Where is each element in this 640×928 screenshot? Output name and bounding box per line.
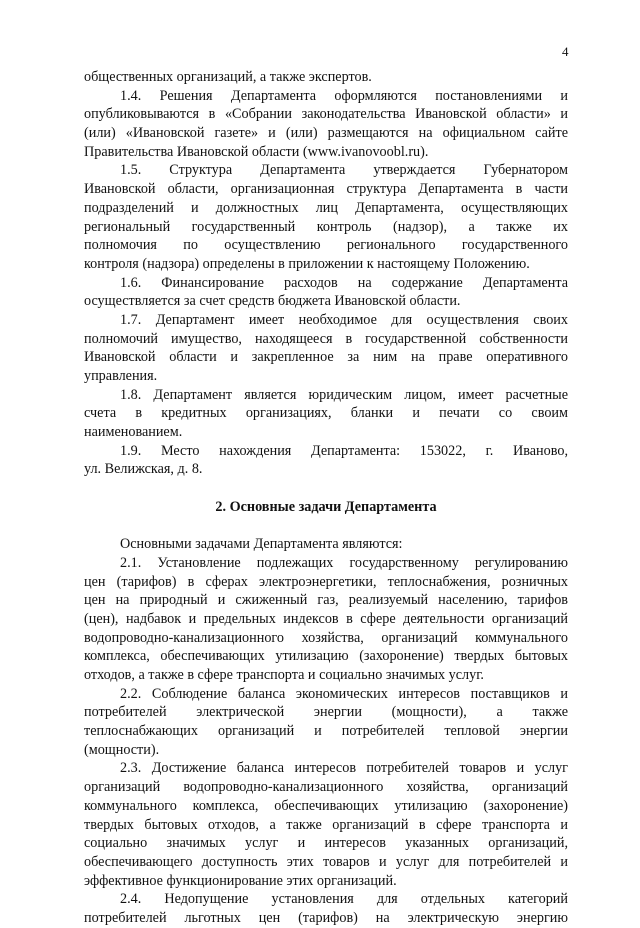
text-line: цен (тарифов) в сферах электроэнергетики, теплоснабжения, розничных <box>84 573 568 590</box>
text-line: 1.7. Департамент имеет необходимое для осуществления своих <box>120 311 568 328</box>
text-line: ул. Велижская, д. 8. <box>84 461 203 478</box>
text-line: социально значимых услуг и интересов указанных организаций, <box>84 835 568 852</box>
text-line: отходов, а также в сфере транспорта и социально значимых услуг. <box>84 667 484 683</box>
text-line: Ивановской области, организационная структура Департамента в части <box>84 181 568 198</box>
text-line: полномочий имущество, находящееся в государственной собственности <box>84 330 568 347</box>
text-line: 1.9. Место нахождения Департамента: 153022, г. Иваново, <box>120 442 568 459</box>
text-line: счета в кредитных организациях, бланки и печати со своим <box>84 405 568 422</box>
section-2-body <box>84 535 568 927</box>
text-line: контроля (надзора) определены в приложении к настоящему Положению. <box>84 255 530 272</box>
text-line: Ивановской области и закрепленное за ним на праве оперативного <box>84 349 568 366</box>
text-line: 1.8. Департамент является юридическим лицом, имеет расчетные <box>120 386 568 403</box>
text-line: Основными задачами Департамента являются: <box>120 536 403 553</box>
text-line: эффективное функционирование этих организаций. <box>84 872 397 889</box>
text-line: управления. <box>84 368 158 384</box>
text-line: комплекса, обеспечивающих утилизацию (захоронение) твердых бытовых <box>84 648 568 665</box>
text-line: потребителей электрической энергии (мощности), а также <box>84 704 568 721</box>
text-line: теплоснабжающих организаций и потребителей тепловой энергии <box>84 723 568 740</box>
page-number: 4 <box>562 44 569 59</box>
section-heading: 2. Основные задачи Департамента <box>215 498 437 515</box>
text-line: 2.3. Достижение баланса интересов потребителей товаров и услуг <box>120 760 568 777</box>
text-line: (или) «Ивановской газете» и (или) размещаются на официальном сайте <box>84 125 568 142</box>
text-line: организаций водопроводно-канализационного хозяйства, организаций <box>84 779 568 796</box>
section-1-continuation <box>84 68 568 479</box>
text-line: Правительства Ивановской области (www.ivanovoobl.ru). <box>84 143 429 160</box>
text-line: твердых бытовых отходов, а также организаций в сфере транспорта и <box>84 816 568 833</box>
text-line: (мощности). <box>84 741 160 758</box>
text-line: обеспечивающего доступность этих товаров и услуг для потребителей и <box>84 853 568 870</box>
text-line: наименованием. <box>84 424 183 441</box>
text-line: 2.1. Установление подлежащих государственному регулированию <box>120 554 568 571</box>
text-line: цен на природный и сжиженный газ, реализуемый населению, тарифов <box>84 592 568 609</box>
text-line: подразделений и должностных лиц Департамента, осуществляющих <box>84 199 568 216</box>
text-line: коммунального комплекса, обеспечивающих утилизацию (захоронение) <box>84 797 568 814</box>
text-line: 2.2. Соблюдение баланса экономических интересов поставщиков и <box>120 685 568 702</box>
spacer <box>84 479 568 498</box>
text-line: осуществляется за счет средств бюджета Ивановской области. <box>84 293 461 310</box>
text-line: общественных организаций, а также экспертов. <box>84 69 372 85</box>
text-line: опубликовываются в «Собрании законодательства Ивановской области» и <box>84 106 568 123</box>
text-line: 1.6. Финансирование расходов на содержание Департамента <box>120 274 568 291</box>
text-line: 2.4. Недопущение установления для отдельных категорий <box>120 891 568 908</box>
text-line: потребителей льготных цен (тарифов) на электрическую энергию <box>84 909 568 926</box>
text-line: 1.4. Решения Департамента оформляются постановлениями и <box>120 87 568 104</box>
spacer <box>84 517 568 536</box>
text-line: (цен), надбавок и предельных индексов в сфере деятельности организаций <box>84 610 568 627</box>
text-line: водопроводно-канализационного хозяйства, организаций коммунального <box>84 629 568 646</box>
text-line: региональный государственный контроль (надзор), а также их <box>84 218 568 235</box>
document-body <box>84 68 568 928</box>
text-line: полномочия по осуществлению регионального государственного <box>84 237 568 254</box>
text-line: 1.5. Структура Департамента утверждается Губернатором <box>120 162 568 179</box>
